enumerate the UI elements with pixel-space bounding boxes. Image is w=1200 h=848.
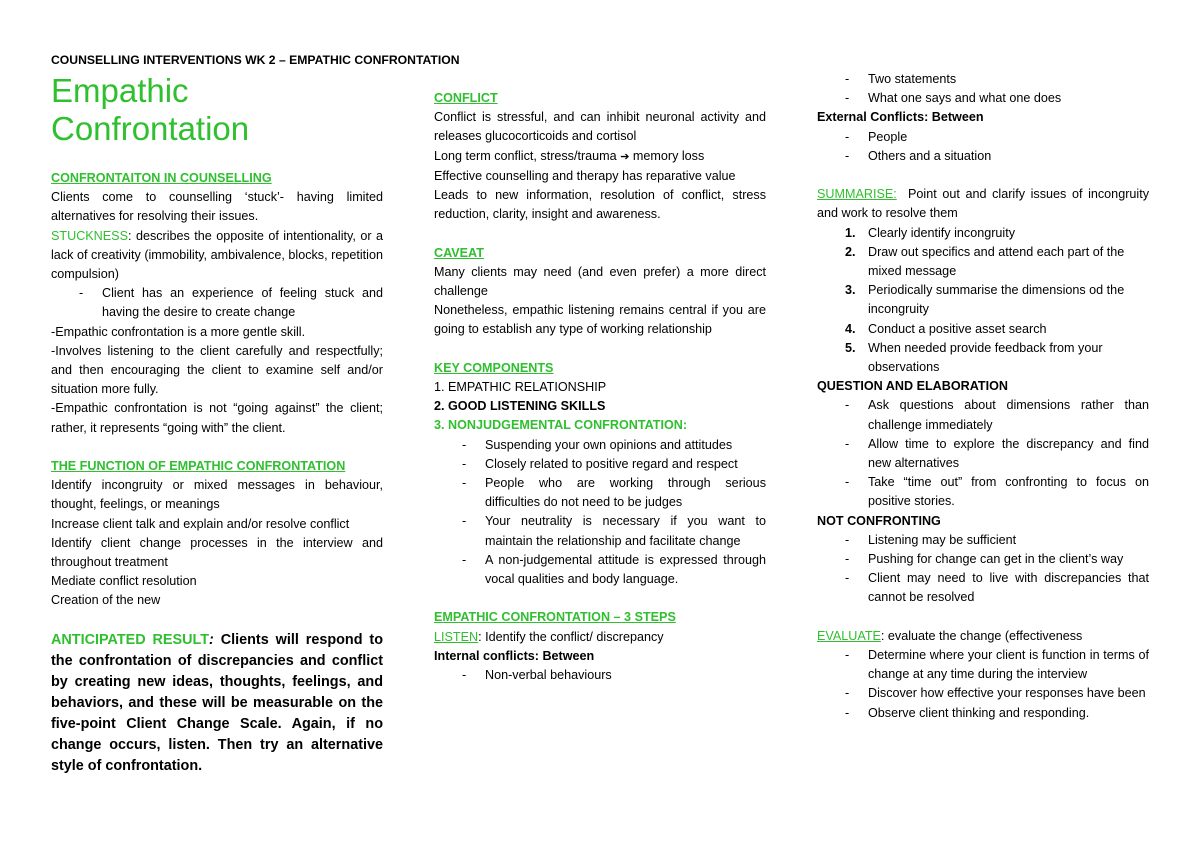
anticipated-result-label: ANTICIPATED RESULT: [51, 631, 210, 648]
paragraph-gentle-skill: -Empathic confrontation is a more gentle skill.: [51, 324, 306, 339]
internal-conflicts-list-continued: [817, 70, 1149, 108]
list-item: - Non-verbal behaviours: [434, 666, 766, 685]
listen-step: [434, 628, 766, 647]
internal-conflicts-list: [434, 666, 766, 685]
list-item: - People who are working through serious difficulties do not need to be judges: [434, 474, 766, 512]
list-item: - People: [817, 128, 1149, 147]
summarise-step: [817, 185, 1153, 223]
list-item: - Observe client thinking and responding.: [817, 704, 1149, 723]
heading-question-elaboration: QUESTION AND ELABORATION: [817, 379, 1009, 394]
heading-function: THE FUNCTION OF EMPATHIC CONFRONTATION: [51, 459, 346, 474]
title-line-1: Empathic: [51, 72, 189, 109]
list-item: - Suspending your own opinions and attitudes: [434, 436, 766, 455]
list-item: - Discover how effective your responses have been: [817, 684, 1149, 703]
column-3: [817, 70, 1153, 723]
conflict-item: Long term conflict, stress/trauma ➔ memory loss: [434, 148, 705, 163]
external-conflicts-list: [817, 128, 1149, 166]
function-item: Identify client change processes in the interview and throughout treatment: [51, 535, 383, 570]
list-item: - Pushing for change can get in the client’s way: [817, 550, 1149, 569]
not-confronting-list: [817, 531, 1149, 608]
conflict-item: Leads to new information, resolution of conflict, stress reduction, clarity, insight and awareness.: [434, 188, 766, 222]
list-item: 2. Draw out specifics and attend each part of the mixed message: [845, 244, 1125, 279]
list-item: - Two statements: [817, 70, 1149, 89]
list-item: - Client has an experience of feeling stuck and having the desire to create change: [51, 284, 383, 322]
stuckness-text: : describes the opposite of intentionality, or a lack of creativity (immobility, ambivalence, blocks, repetition compulsion): [51, 228, 383, 282]
function-item: Increase client talk and explain and/or resolve conflict: [51, 516, 350, 531]
function-item: Mediate conflict resolution: [51, 574, 197, 589]
heading-conflict: CONFLICT: [434, 91, 498, 105]
heading-3-steps: EMPATHIC CONFRONTATION – 3 STEPS: [434, 610, 676, 625]
list-item: - Allow time to explore the discrepancy and find new alternatives: [817, 435, 1149, 473]
list-item: 5. When needed provide feedback from your observations: [845, 340, 1103, 375]
summarise-label: SUMMARISE:: [817, 187, 897, 202]
evaluate-step: [817, 627, 1149, 646]
list-item: - Others and a situation: [817, 147, 1149, 166]
anticipated-result: ANTICIPATED RESULT: Clients will respond to the confrontation of discrepancies and conflict by creating new ideas, thoughts, feelings, and behaviors, and these will be measurable on the five-point Client Change Scale. Again, if no change occurs, listen. Then try an alternative style of confrontation.: [51, 631, 383, 774]
page-title: [51, 72, 383, 148]
list-item: - Your neutrality is necessary if you want to maintain the relationship and facilitate change: [434, 512, 766, 550]
heading-confrontation-in-counselling: CONFRONTAITON IN COUNSELLING: [51, 171, 272, 185]
list-item: - Determine where your client is function in terms of change at any time during the interview: [817, 646, 1149, 684]
heading-not-confronting: NOT CONFRONTING: [817, 513, 941, 528]
list-item: - Client may need to live with discrepancies that cannot be resolved: [817, 569, 1149, 607]
list-item: - Closely related to positive regard and respect: [434, 455, 766, 474]
evaluate-text: : evaluate the change (effectiveness: [880, 628, 1083, 643]
caveat-item: Nonetheless, empathic listening remains central if you are going to establish any type of working relationship: [434, 303, 766, 337]
paragraph-stuckness: [51, 227, 383, 285]
column-2: [434, 89, 766, 685]
summarise-text: Point out and clarify issues of incongruity and work to resolve them: [817, 187, 1153, 221]
stuckness-list: [51, 284, 383, 322]
function-item: Identify incongruity or mixed messages in behaviour, thought, feelings, or meanings: [51, 478, 383, 512]
caveat-item: Many clients may need (and even prefer) a more direct challenge: [434, 264, 766, 299]
list-item: - Take “time out” from confronting to focus on positive stories.: [817, 473, 1149, 511]
internal-conflicts: Internal conflicts: Between: [434, 648, 595, 663]
list-item: 4. Conduct a positive asset search: [845, 321, 1047, 336]
list-item: - A non-judgemental attitude is expressed through vocal qualities and body language.: [434, 551, 766, 589]
stuckness-label: STUCKNESS: [51, 228, 128, 243]
title-line-2: Confrontation: [51, 110, 250, 147]
function-item: Creation of the new: [51, 593, 161, 608]
heading-key-components: KEY COMPONENTS: [434, 360, 554, 375]
key-component-3: 3. NONJUDGEMENTAL CONFRONTATION:: [434, 418, 688, 433]
column-1: [51, 72, 383, 777]
key-component-2: 2. GOOD LISTENING SKILLS: [434, 399, 606, 414]
list-item: - What one says and what one does: [817, 89, 1149, 108]
evaluate-label: EVALUATE: [817, 628, 881, 643]
list-item: 3. Periodically summarise the dimensions od the incongruity: [845, 283, 1125, 317]
nonjudgemental-list: [434, 436, 766, 590]
list-item: - Ask questions about dimensions rather than challenge immediately: [817, 396, 1149, 434]
listen-label: LISTEN: [434, 629, 479, 644]
conflict-item: Conflict is stressful, and can inhibit neuronal activity and releases glucocorticoids and cortisol: [434, 110, 766, 144]
document-header: COUNSELLING INTERVENTIONS WK 2 – EMPATHIC CONFRONTATION: [51, 53, 460, 67]
question-list: [817, 396, 1149, 511]
heading-caveat: CAVEAT: [434, 245, 484, 260]
summarise-list: [817, 224, 1149, 378]
conflict-item: Effective counselling and therapy has reparative value: [434, 168, 736, 183]
list-item: - Listening may be sufficient: [817, 531, 1149, 550]
anticipated-result-text: Clients will respond to the confrontation of discrepancies and conflict by creating new ideas, thoughts, feelings, and behaviors, and these will be measurable on the five-point Client Change Scale. Again, if no change occurs, listen. Then try an alternative style of confrontation.: [51, 631, 383, 774]
paragraph-going-with: -Empathic confrontation is not “going against” the client; rather, it represents “going with” the client.: [51, 401, 383, 435]
paragraph-involves-listening: -Involves listening to the client carefully and respectfully; and then encouraging the client to examine self and/or situation more fully.: [51, 343, 383, 397]
paragraph-stuck: Clients come to counselling ‘stuck’- having limited alternatives for resolving their issues.: [51, 190, 383, 224]
listen-text: : Identify the conflict/ discrepancy: [478, 629, 664, 644]
evaluate-list: [817, 646, 1149, 723]
key-component-1: 1. EMPATHIC RELATIONSHIP: [434, 380, 607, 395]
arrow-right-icon: ➔: [620, 150, 630, 163]
external-conflicts: External Conflicts: Between: [817, 110, 984, 125]
list-item: 1. Clearly identify incongruity: [845, 225, 1015, 240]
